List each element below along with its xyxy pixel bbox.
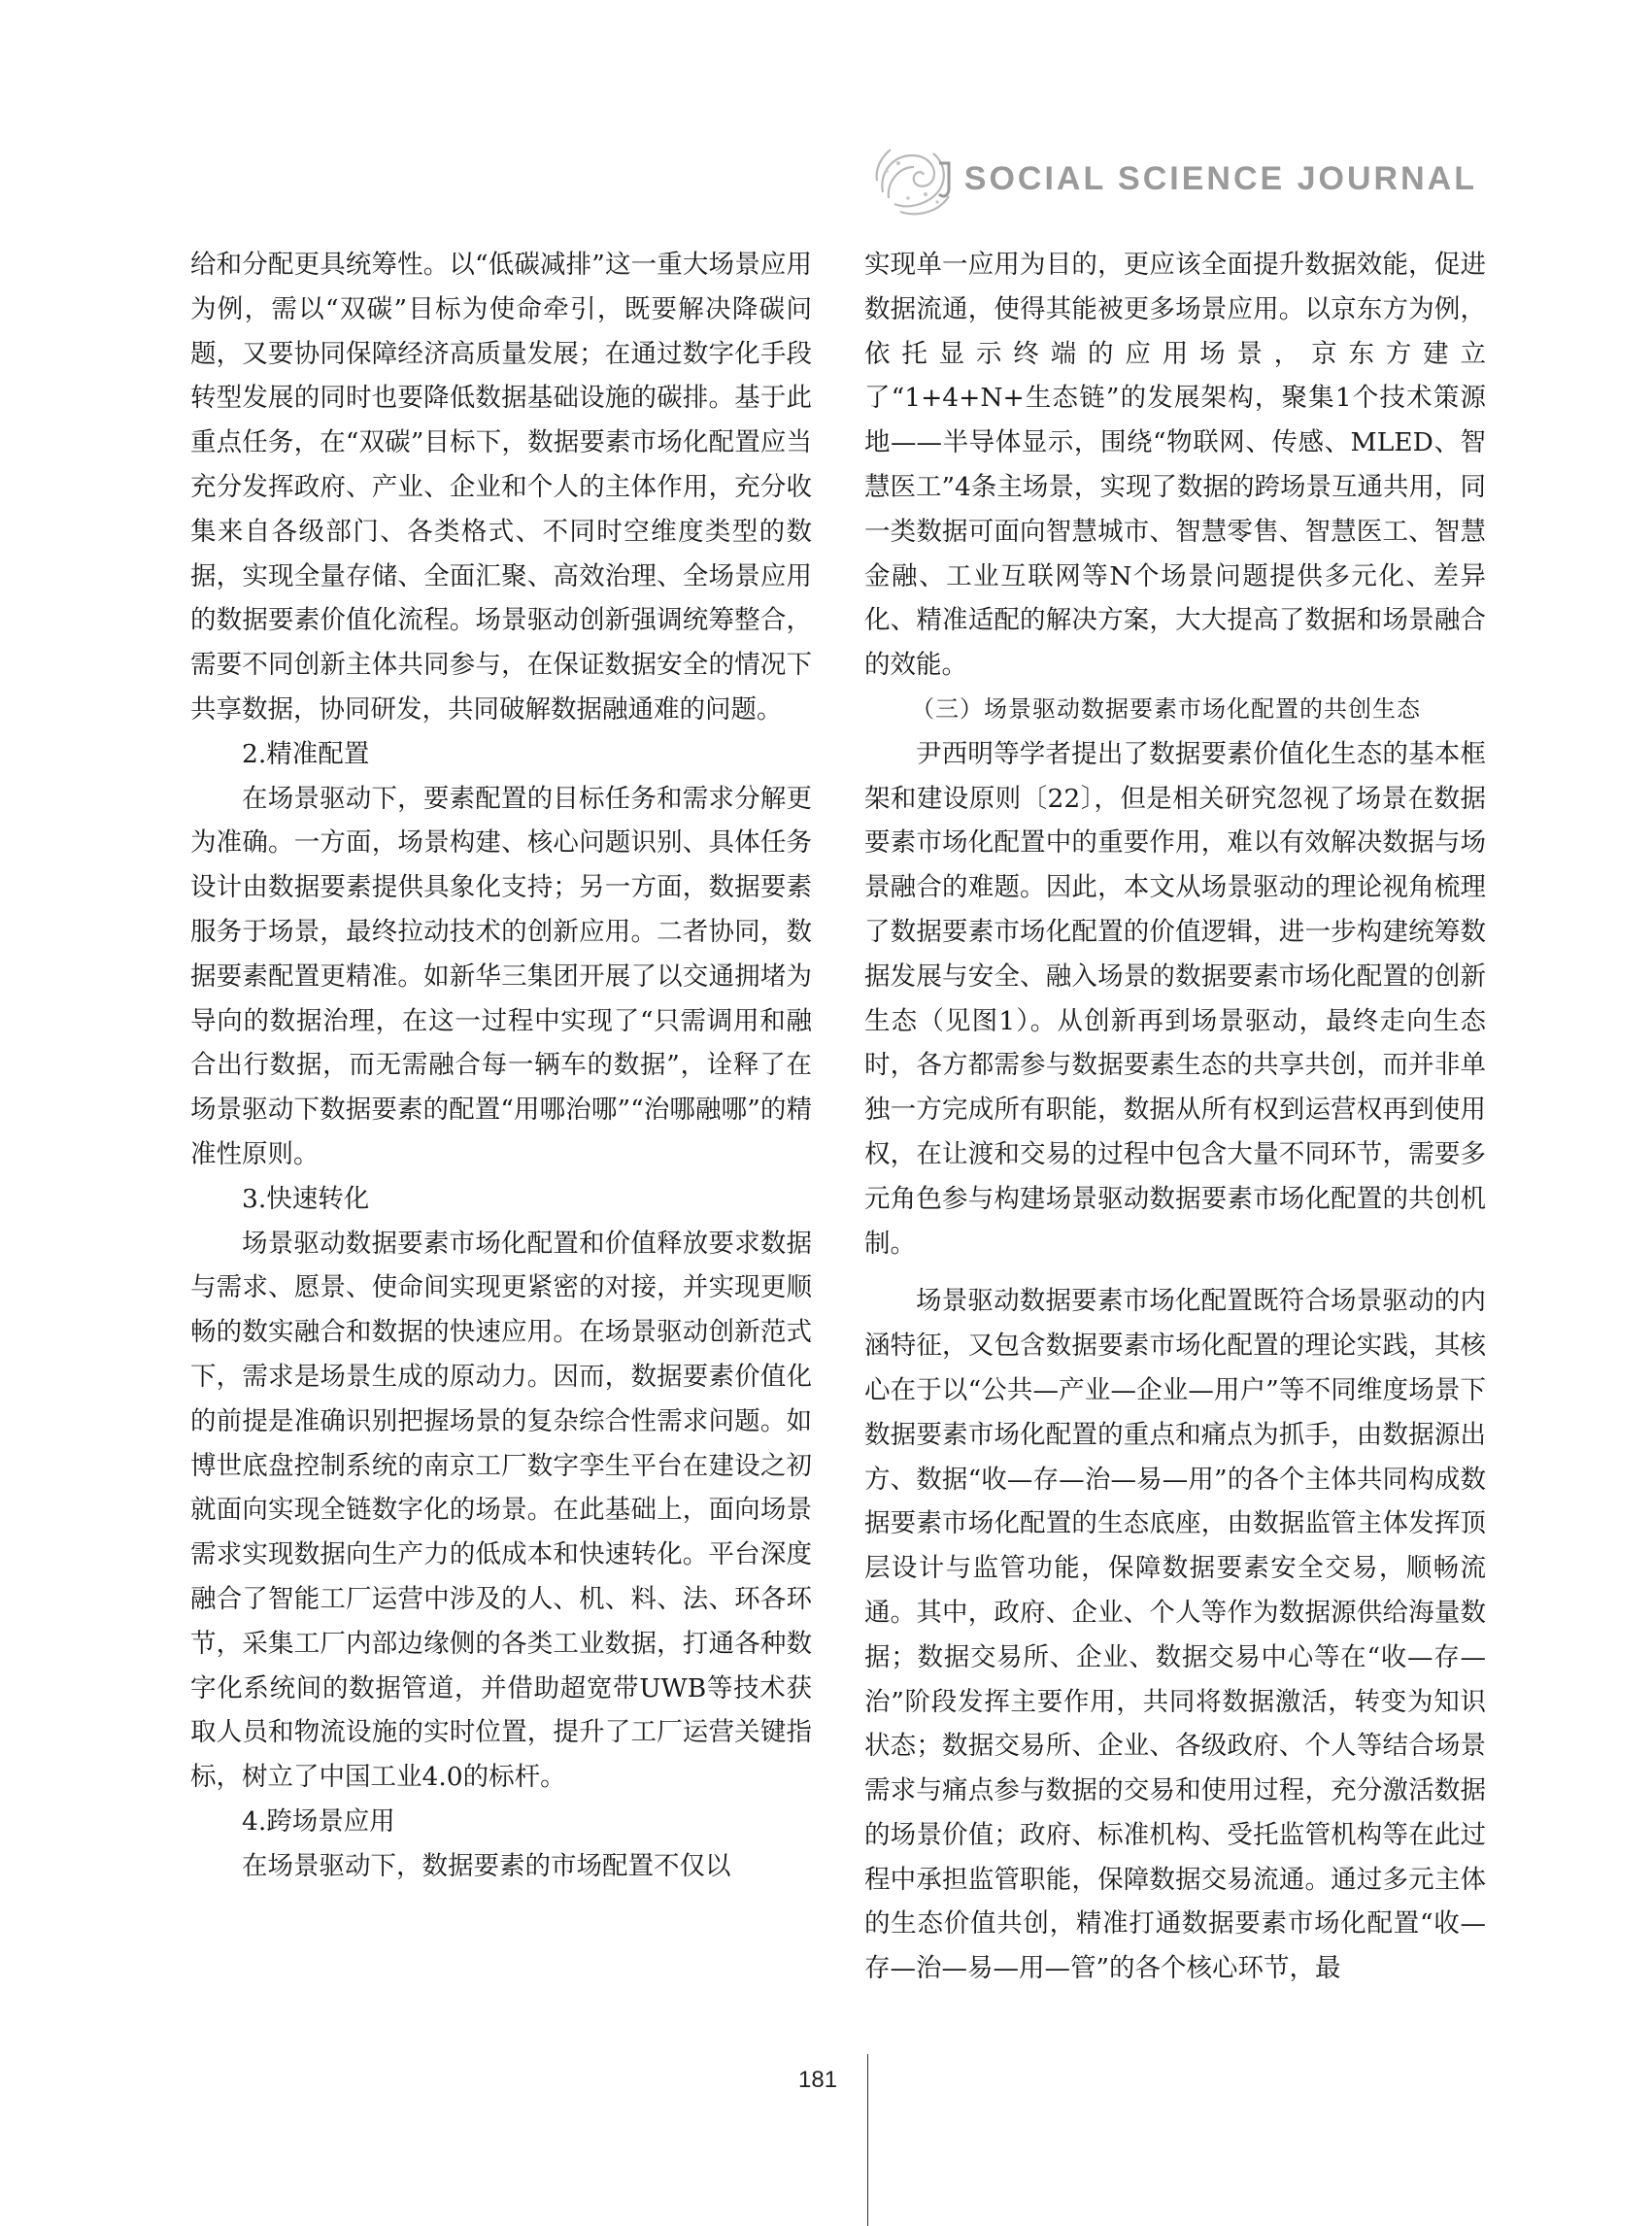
- paragraph: 场景驱动数据要素市场化配置既符合场景驱动的内涵特征，又包含数据要素市场化配置的理论实践，其核心在于以“公共—产业—企业—用户”等不同维度场景下数据要素市场化配置的重点和痛点为抓手，由数据源出方、数据“收—存—治—易—用”的各个主体共同构成数据要素市场化配置的生态底座，由数据监管主体发挥顶层设计与监管功能，保障数据要素安全交易，顺畅流通。其中，政府、企业、个人等作为数据源供给海量数据；数据交易所、企业、数据交易中心等在“收—存—治”阶段发挥主要作用，共同将数据激活，转变为知识状态；数据交易所、企业、各级政府、个人等结合场景需求与痛点参与数据的交易和使用过程，充分激活数据的场景价值；政府、标准机构、受托监管机构等在此过程中承担监管职能，保障数据交易流通。通过多元主体的生态价值共创，精准打通数据要素市场化配置“收—存—治—易—用—管”的各个核心环节，最: [864, 1286, 1486, 1984]
- section-heading: 4.跨场景应用: [242, 1805, 395, 1837]
- footer-divider: [867, 2054, 868, 2226]
- page-number: 181: [798, 2067, 838, 2093]
- section-heading: 2.精准配置: [242, 738, 370, 769]
- paragraph-continued: 给和分配更具统筹性。以“低碳减排”这一重大场景应用为例，需以“双碳”目标为使命牵引，既要解决降碳问题，又要协同保障经济高质量发展；在通过数字化手段转型发展的同时也要降低数据基础设施的碳排。基于此重点任务，在“双碳”目标下，数据要素市场化配置应当充分发挥政府、产业、企业和个人的主体作用，充分收集来自各级部门、各类格式、不同时空维度类型的数据，实现全量存储、全面汇聚、高效治理、全场景应用的数据要素价值化流程。场景驱动创新强调统筹整合，需要不同创新主体共同参与，在保证数据安全的情况下共享数据，协同研发，共同破解数据融通难的问题。: [190, 250, 812, 725]
- paragraph-continued: 实现单一应用为目的，更应该全面提升数据效能，促进数据流通，使得其能被更多场景应用。以京东方为例，依托显示终端的应用场景，京东方建立了“1+4+N+生态链”的发展架构，聚集1个技术策源地——半导体显示，围绕“物联网、传感、MLED、智慧医工”4条主场景，实现了数据的跨场景互通共用，同一类数据可面向智慧城市、智慧零售、智慧医工、智慧金融、工业互联网等N个场景问题提供多元化、差异化、精准适配的解决方案，大大提高了数据和场景融合的效能。: [864, 250, 1486, 681]
- left-column: [190, 243, 812, 1888]
- paragraph: 尹西明等学者提出了数据要素价值化生态的基本框架和建设原则〔22〕，但是相关研究忽视了场景在数据要素市场化配置中的重要作用，难以有效解决数据与场景融合的难题。因此，本文从场景驱动的理论视角梳理了数据要素市场化配置的价值逻辑，进一步构建统筹数据发展与安全、融入场景的数据要素市场化配置的创新生态（见图1）。从创新再到场景驱动，最终走向生态时，各方都需参与数据要素生态的共享共创，而并非单独一方完成所有职能，数据从所有权到运营权再到使用权，在让渡和交易的过程中包含大量不同环节，需要多元角色参与构建场景驱动数据要素市场化配置的共创机制。: [864, 738, 1486, 1259]
- journal-header: [869, 134, 1477, 223]
- journal-logo-icon: [869, 134, 959, 223]
- paragraph: 在场景驱动下，要素配置的目标任务和需求分解更为准确。一方面，场景构建、核心问题识别、具体任务设计由数据要素提供具象化支持；另一方面，数据要素服务于场景，最终拉动技术的创新应用。二者协同，数据要素配置更精准。如新华三集团开展了以交通拥堵为导向的数据治理，在这一过程中实现了“只需调用和融合出行数据，而无需融合每一辆车的数据”，诠释了在场景驱动下数据要素的配置“用哪治哪”“治哪融哪”的精准性原则。: [190, 783, 812, 1169]
- paragraph: 场景驱动数据要素市场化配置和价值释放要求数据与需求、愿景、使命间实现更紧密的对接，并实现更顺畅的数实融合和数据的快速应用。在场景驱动创新范式下，需求是场景生成的原动力。因而，数据要素价值化的前提是准确识别把握场景的复杂综合性需求问题。如博世底盘控制系统的南京工厂数字孪生平台在建设之初就面向实现全链数字化的场景。在此基础上，面向场景需求实现数据向生产力的低成本和快速转化。平台深度融合了智能工厂运营中涉及的人、机、料、法、环各环节，采集工厂内部边缘侧的各类工业数据，打通各种数字化系统间的数据管道，并借助超宽带UWB等技术获取人员和物流设施的实时位置，提升了工厂运营关键指标，树立了中国工业4.0的标杆。: [190, 1228, 812, 1793]
- journal-name: SOCIAL SCIENCE JOURNAL: [963, 159, 1477, 197]
- right-column: [864, 243, 1486, 1991]
- paragraph: 在场景驱动下，数据要素的市场配置不仅以: [242, 1850, 731, 1881]
- section-heading: 3.快速转化: [242, 1183, 370, 1214]
- subsection-heading: （三）场景驱动数据要素市场化配置的共创生态: [911, 694, 1421, 723]
